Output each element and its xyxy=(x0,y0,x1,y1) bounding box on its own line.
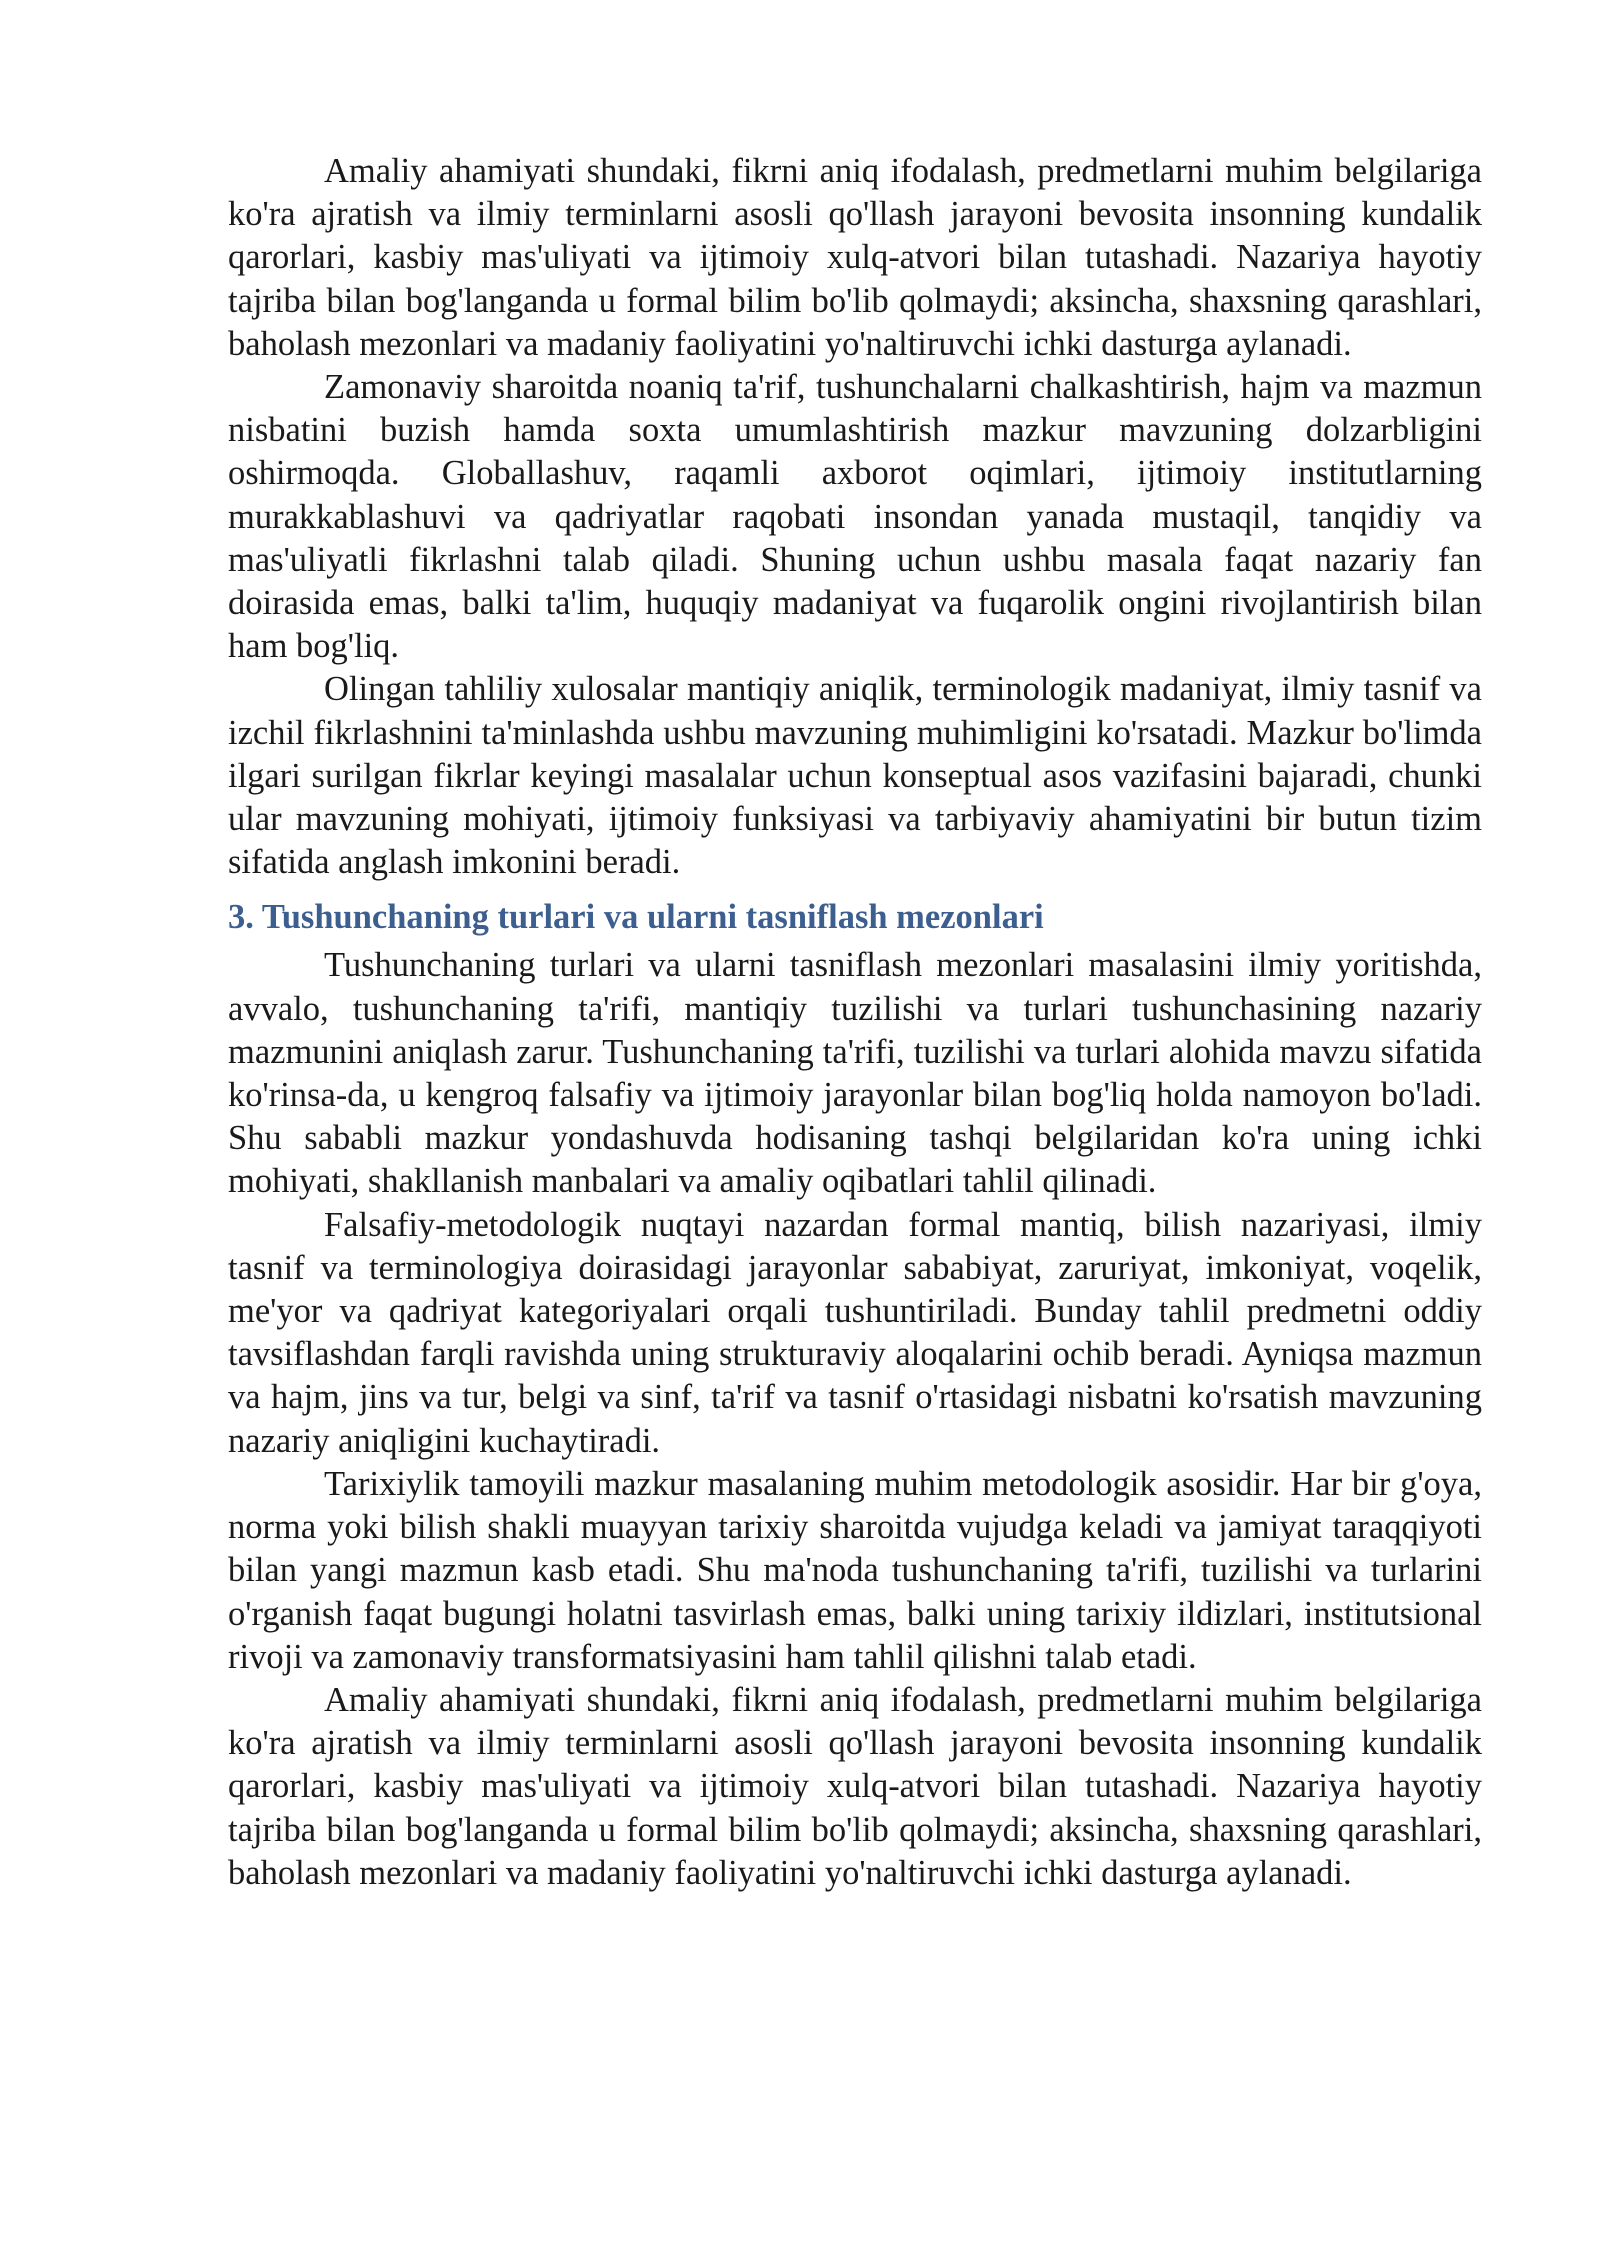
section-heading: 3. Tushunchaning turlari va ularni tasniflash mezonlari xyxy=(228,898,1044,937)
paragraph: Zamonaviy sharoitda noaniq ta'rif, tushunchalarni chalkashtirish, hajm va mazmun nisbatini buzish hamda soxta umumlashtirish mazkur mavzuning dolzarbligini oshirmoqda. Globallashuv, raqamli axborot oqimlari, ijtimoiy institutlarning murakkablashuvi va qadriyatlar raqobati insondan yanada mustaqil, tanqidiy va mas'uliyatli fikrlashni talab qiladi. Shuning uchun ushbu masala faqat nazariy fan doirasida emas, balki ta'lim, huquqiy madaniyat va fuqarolik ongini rivojlantirish bilan ham bog'liq. xyxy=(228,368,1482,666)
paragraph: Olingan tahliliy xulosalar mantiqiy aniqlik, terminologik madaniyat, ilmiy tasnif va izchil fikrlashnini ta'minlashda ushbu mavzuning muhimligini ko'rsatadi. Mazkur bo'limda ilgari surilgan fikrlar keyingi masalalar uchun konseptual asos vazifasini bajaradi, chunki ular mavzuning mohiyati, ijtimoiy funksiyasi va tarbiyaviy ahamiyatini bir butun tizim sifatida anglash imkonini beradi. xyxy=(228,670,1482,882)
paragraph: Falsafiy-metodologik nuqtayi nazardan formal mantiq, bilish nazariyasi, ilmiy tasnif va terminologiya doirasidagi jarayonlar sababiyat, zaruriyat, imkoniyat, voqelik, me'yor va qadriyat kategoriyalari orqali tushuntiriladi. Bunday tahlil predmetni oddiy tavsiflashdan farqli ravishda uning strukturaviy aloqalarini ochib beradi. Ayniqsa mazmun va hajm, jins va tur, belgi va sinf, ta'rif va tasnif o'rtasidagi nisbatni ko'rsatish mavzuning nazariy aniqligini kuchaytiradi. xyxy=(228,1205,1482,1460)
paragraph: Tarixiylik tamoyili mazkur masalaning muhim metodologik asosidir. Har bir g'oya, norma yoki bilish shakli muayyan tarixiy sharoitda vujudga keladi va jamiyat taraqqiyoti bilan yangi mazmun kasb etadi. Shu ma'noda tushunchaning ta'rifi, tuzilishi va turlarini o'rganish faqat bugungi holatni tasvirlash emas, balki uning tarixiy ildizlari, institutsional rivoji va zamonaviy transformatsiyasini ham tahlil qilishni talab etadi. xyxy=(228,1464,1482,1676)
paragraph: Tushunchaning turlari va ularni tasniflash mezonlari masalasini ilmiy yoritishda, avvalo, tushunchaning ta'rifi, mantiqiy tuzilishi va turlari tushunchasining nazariy mazmunini aniqlash zarur. Tushunchaning ta'rifi, tuzilishi va turlari alohida mavzu sifatida ko'rinsa-da, u kengroq falsafiy va ijtimoiy jarayonlar bilan bog'liq holda namoyon bo'ladi. Shu sababli mazkur yondashuvda hodisaning tashqi belgilaridan ko'ra uning ichki mohiyati, shakllanish manbalari va amaliy oqibatlari tahlil qilinadi. xyxy=(228,946,1482,1201)
paragraph: Amaliy ahamiyati shundaki, fikrni aniq ifodalash, predmetlarni muhim belgilariga ko'ra ajratish va ilmiy terminlarni asosli qo'llash jarayoni bevosita insonning kundalik qarorlari, kasbiy mas'uliyati va ijtimoiy xulq-atvori bilan tutashadi. Nazariya hayotiy tajriba bilan bog'langanda u formal bilim bo'lib qolmaydi; aksincha, shaxsning qarashlari, baholash mezonlari va madaniy faoliyatini yo'naltiruvchi ichki dasturga aylanadi. xyxy=(228,1680,1482,1892)
paragraph: Amaliy ahamiyati shundaki, fikrni aniq ifodalash, predmetlarni muhim belgilariga ko'ra ajratish va ilmiy terminlarni asosli qo'llash jarayoni bevosita insonning kundalik qarorlari, kasbiy mas'uliyati va ijtimoiy xulq-atvori bilan tutashadi. Nazariya hayotiy tajriba bilan bog'langanda u formal bilim bo'lib qolmaydi; aksincha, shaxsning qarashlari, baholash mezonlari va madaniy faoliyatini yo'naltiruvchi ichki dasturga aylanadi. xyxy=(228,152,1482,363)
document-page xyxy=(228,150,1482,1895)
